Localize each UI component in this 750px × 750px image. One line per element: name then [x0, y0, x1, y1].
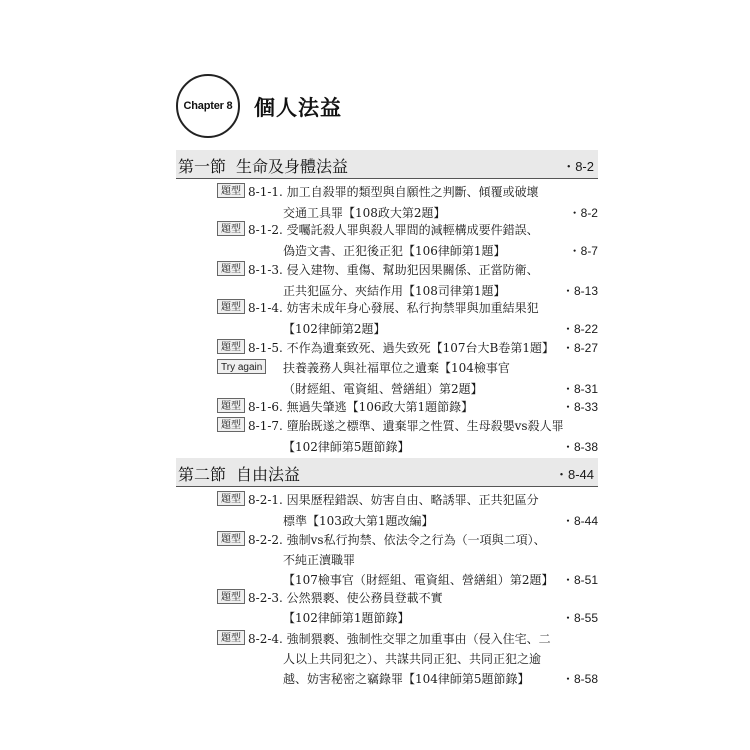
toc-entry-line[interactable]: 正共犯區分、夾結作用【108司律第1題】: [283, 284, 506, 298]
toc-entry-page[interactable]: ・8-13: [561, 284, 598, 298]
toc-entry-page[interactable]: ・8-58: [561, 672, 598, 686]
toc-entry-page[interactable]: ・8-7: [568, 244, 598, 258]
section-number: 第一節: [178, 157, 227, 176]
toc-entry-line[interactable]: 8-1-5. 不作為遺棄致死、過失致死【107台大B卷第1題】: [248, 341, 555, 355]
toc-entry-line[interactable]: （財經組、電資組、營繕組）第2題】: [283, 382, 483, 396]
entry-type-badge: 題型: [217, 491, 245, 506]
toc-entry-line[interactable]: 8-2-4. 強制猥褻、強制性交罪之加重事由（侵入住宅、二: [248, 632, 551, 646]
toc-entry-line[interactable]: 【102律師第2題】: [283, 322, 386, 336]
entry-type-badge: 題型: [217, 630, 245, 645]
toc-entry-page[interactable]: ・8-38: [561, 440, 598, 454]
toc-entry-line[interactable]: 【102律師第1題節錄】: [283, 611, 410, 625]
toc-entry-line[interactable]: 偽造文書、正犯後正犯【106律師第1題】: [283, 244, 506, 258]
chapter-badge: [176, 74, 240, 138]
toc-entry-page[interactable]: ・8-2: [568, 206, 598, 220]
toc-entry-line[interactable]: 8-2-1. 因果歷程錯誤、妨害自由、略誘罪、正共犯區分: [248, 493, 539, 507]
entry-type-badge: 題型: [217, 299, 245, 314]
toc-entry-line[interactable]: 人以上共同犯之）、共謀共同正犯、共同正犯之逾: [283, 652, 542, 666]
toc-entry-line[interactable]: 【102律師第5題節錄】: [283, 440, 410, 454]
section-page: ・8-44: [554, 467, 594, 482]
toc-entry-page[interactable]: ・8-27: [561, 341, 598, 355]
toc-entry-page[interactable]: ・8-51: [561, 573, 598, 587]
toc-entry-line[interactable]: 8-1-7. 墮胎既遂之標準、遺棄罪之性質、生母殺嬰vs殺人罪: [248, 419, 564, 433]
toc-entry-line[interactable]: 8-2-3. 公然猥褻、使公務員登載不實: [248, 591, 443, 605]
toc-entry-line[interactable]: 8-1-3. 侵入建物、重傷、幫助犯因果關係、正當防衛、: [248, 263, 539, 277]
section-title: 生命及身體法益: [236, 157, 349, 176]
toc-entry-line[interactable]: 交通工具罪【108政大第2題】: [283, 206, 446, 220]
section-header-2[interactable]: [176, 458, 598, 487]
entry-type-badge: 題型: [217, 398, 245, 413]
toc-entry-line[interactable]: 扶養義務人與社福單位之遺棄【104檢事官: [283, 361, 510, 375]
section-page: ・8-2: [562, 159, 594, 174]
entry-type-badge: 題型: [217, 221, 245, 236]
toc-entry-line[interactable]: 越、妨害秘密之竊錄罪【104律師第5題節錄】: [283, 672, 530, 686]
toc-entry-page[interactable]: ・8-55: [561, 611, 598, 625]
entry-type-badge: 題型: [217, 339, 245, 354]
entry-type-badge: 題型: [217, 183, 245, 198]
chapter-title: 個人法益: [254, 96, 342, 120]
toc-entry-page[interactable]: ・8-31: [561, 382, 598, 396]
section-title: 自由法益: [236, 465, 301, 484]
toc-entry-page[interactable]: ・8-44: [561, 514, 598, 528]
chapter-label: Chapter 8: [183, 100, 233, 112]
toc-entry-line[interactable]: 標準【103政大第1題改編】: [283, 514, 434, 528]
toc-entry-line[interactable]: 8-1-1. 加工自殺罪的類型與自願性之判斷、傾覆或破壞: [248, 185, 539, 199]
entry-type-badge: 題型: [217, 531, 245, 546]
entry-type-badge: 題型: [217, 589, 245, 604]
entry-type-badge: 題型: [217, 417, 245, 432]
toc-entry-line[interactable]: 【107檢事官（財經組、電資組、營繕組）第2題】: [283, 573, 554, 587]
toc-entry-page[interactable]: ・8-22: [561, 322, 598, 336]
toc-entry-line[interactable]: 不純正瀆職罪: [283, 553, 356, 567]
toc-entry-line[interactable]: 8-2-2. 強制vs私行拘禁、依法令之行為（一項與二項）、: [248, 533, 546, 547]
toc-entry-line[interactable]: 8-1-2. 受囑託殺人罪與殺人罪間的減輕構成要件錯誤、: [248, 223, 539, 237]
toc-entry-line[interactable]: 8-1-6. 無過失肇逃【106政大第1題節錄】: [248, 400, 474, 414]
entry-type-badge: 題型: [217, 261, 245, 276]
section-number: 第二節: [178, 465, 227, 484]
try-again-badge: Try again: [217, 359, 266, 374]
section-header-1[interactable]: [176, 150, 598, 179]
toc-entry-line[interactable]: 8-1-4. 妨害未成年身心發展、私行拘禁罪與加重結果犯: [248, 301, 539, 315]
toc-entry-page[interactable]: ・8-33: [561, 400, 598, 414]
